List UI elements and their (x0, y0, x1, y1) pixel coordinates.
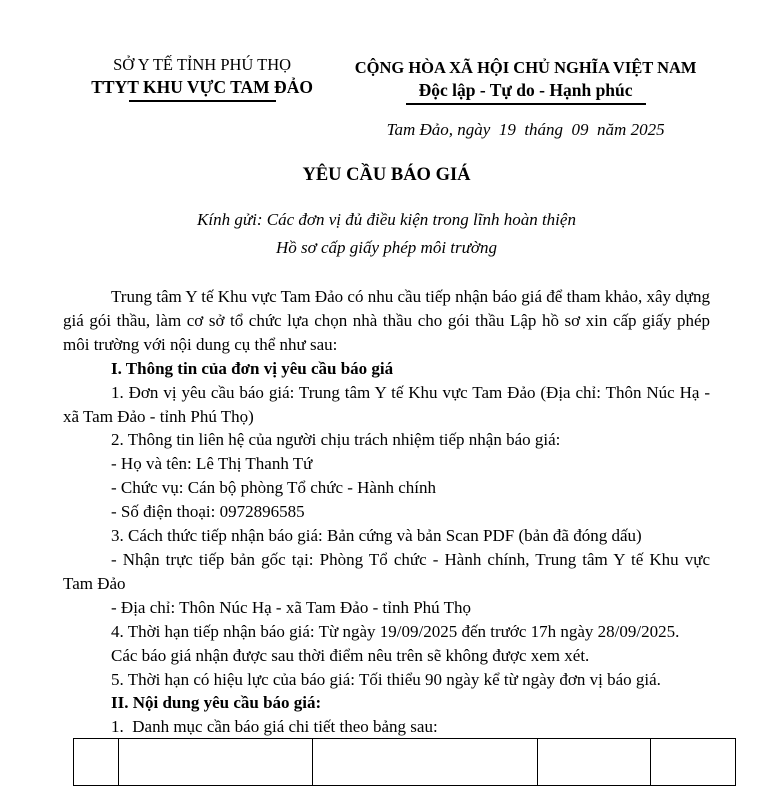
national-header-block (341, 53, 710, 140)
paragraph-late-note: Các báo giá nhận được sau thời điểm nêu trên sẽ không được xem xét. (111, 645, 590, 665)
paragraph-table-lead: 1. Danh mục cần báo giá chi tiết theo bảng sau: (111, 717, 438, 737)
quotation-table-wrap (73, 738, 710, 786)
issuing-org-block (63, 53, 341, 140)
paragraph-receive-location: - Nhận trực tiếp bản gốc tại: Phòng Tổ chức - Hành chính, Trung tâm Y tế Khu vực Tam Đảo (63, 549, 710, 593)
paragraph-item-4: 4. Thời hạn tiếp nhận báo giá: Từ ngày 19/09/2025 đến trước 17h ngày 28/09/2025. (111, 621, 680, 641)
org-name: TTYT KHU VỰC TAM ĐẢO (91, 77, 313, 97)
paragraph-contact-position: - Chức vụ: Cán bộ phòng Tổ chức - Hành chính (111, 478, 437, 498)
paragraph-contact-phone: - Số điện thoại: 0972896585 (111, 502, 305, 522)
table-header-cell-2 (119, 739, 313, 786)
table-header-cell-1 (74, 739, 119, 786)
national-title: CỘNG HÒA XÃ HỘI CHỦ NGHĨA VIỆT NAM (354, 58, 697, 77)
paragraph-item-5: 5. Thời hạn có hiệu lực của báo giá: Tối thiểu 90 ngày kể từ ngày đơn vị báo giá. (111, 669, 661, 689)
document-title: YÊU CẦU BÁO GIÁ (302, 165, 471, 185)
quotation-table (73, 738, 736, 786)
parent-org-name: SỞ Y TẾ TỈNH PHÚ THỌ (113, 55, 292, 74)
paragraph-item-2: 2. Thông tin liên hệ của người chịu trách nhiệm tiếp nhận báo giá: (111, 430, 561, 450)
table-header-cell-5 (651, 739, 736, 786)
salutation-line-1: Kính gửi: Các đơn vị đủ điều kiện trong lĩnh hoàn thiện (197, 210, 576, 229)
paragraph-contact-name: - Họ và tên: Lê Thị Thanh Tứ (111, 454, 313, 474)
salutation (63, 206, 710, 262)
table-header-cell-3 (313, 739, 538, 786)
paragraph-address: - Địa chỉ: Thôn Núc Hạ - xã Tam Đảo - tỉnh Phú Thọ (111, 597, 471, 617)
motto-underline (406, 103, 646, 105)
national-motto: Độc lập - Tự do - Hạnh phúc (418, 80, 633, 100)
table-header-row (74, 739, 736, 786)
paragraph-intro: Trung tâm Y tế Khu vực Tam Đảo có nhu cầu tiếp nhận báo giá để tham khảo, xây dựng giá gói thầu, làm cơ sở tổ chức lựa chọn nhà thầu cho gói thầu Lập hồ sơ xin cấp giấy phép môi trường với nội dung cụ thể như sau: (63, 287, 710, 354)
document-body (63, 285, 710, 739)
salutation-line-2: Hồ sơ cấp giấy phép môi trường (275, 238, 497, 257)
section-heading-2: II. Nội dung yêu cầu báo giá: (111, 693, 322, 713)
section-heading-1: I. Thông tin của đơn vị yêu cầu báo giá (111, 358, 394, 378)
table-header-cell-4 (538, 739, 651, 786)
document-header (63, 53, 710, 140)
org-name-underline (129, 100, 276, 102)
place-date-line: Tam Đảo, ngày 19 tháng 09 năm 2025 (386, 120, 665, 139)
paragraph-item-1: 1. Đơn vị yêu cầu báo giá: Trung tâm Y tế Khu vực Tam Đảo (Địa chỉ: Thôn Núc Hạ - xã Tam Đảo - tỉnh Phú Thọ) (63, 382, 710, 426)
paragraph-item-3: 3. Cách thức tiếp nhận báo giá: Bản cứng và bản Scan PDF (bản đã đóng dấu) (111, 526, 642, 546)
